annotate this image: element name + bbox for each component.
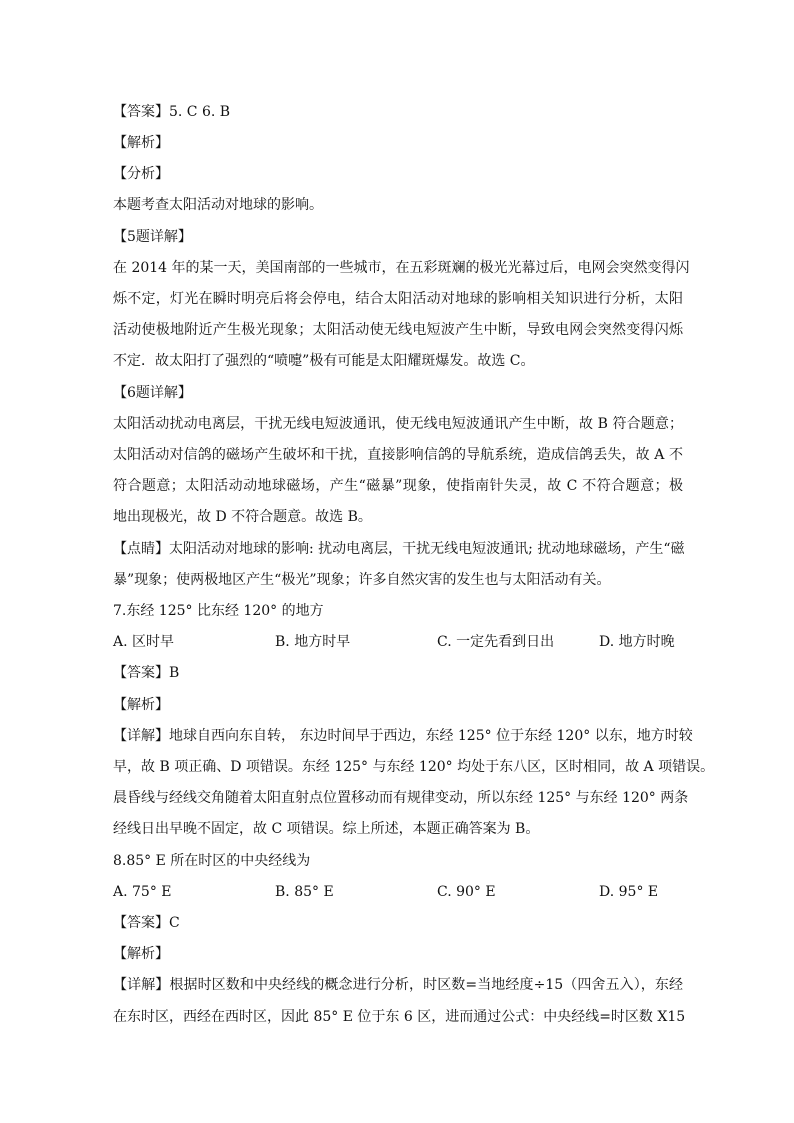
q7-option-d: D. 地方时晚: [599, 634, 675, 650]
q5-detail-line: 烁不定，灯光在瞬时明亮后将会停电，结合太阳活动对地球的影响相关知识进行分析，太阳: [113, 291, 683, 307]
fenxi-label: 【分析】: [113, 166, 169, 182]
answer-5-6: 【答案】5. C 6. B: [113, 104, 231, 120]
q7-option-b: B. 地方时早: [275, 634, 351, 650]
q5-detail-line: 不定．故太阳打了强烈的“喷嚏”极有可能是太阳耀斑爆发。故选 C。: [113, 353, 535, 369]
q7-detail-line: 经线日出早晚不固定，故 C 项错误。综上所述，本题正确答案为 B。: [113, 821, 540, 837]
q7-detail-line: 早，故 B 项正确、D 项错误。东经 125° 与东经 120° 均处于东八区，区时相同，故 A 项错误。: [113, 759, 715, 775]
dianjing-line: 暴”现象；使两极地区产生“极光”现象；许多自然灾害的发生也与太阳活动有关。: [113, 572, 611, 588]
q7-option-c: C. 一定先看到日出: [437, 634, 555, 650]
q6-detail-line: 符合题意；太阳活动动地球磁场，产生“磁暴”现象，使指南针失灵，故 C 不符合题意；极: [113, 478, 683, 494]
q7-answer: 【答案】B: [113, 665, 180, 681]
q5-detail-label: 【5题详解】: [113, 229, 192, 245]
q8-answer: 【答案】C: [113, 915, 180, 931]
q5-detail-line: 在 2014 年的某一天，美国南部的一些城市，在五彩斑斓的极光光幕过后，电网会突然变得闪: [113, 260, 690, 276]
q8-detail-line: 在东时区，西经在西时区，因此 85° E 位于东 6 区，进而通过公式：中央经线=时区数 X15: [113, 1009, 686, 1025]
q8-option-d: D. 95° E: [599, 884, 659, 900]
q6-detail-line: 太阳活动对信鸽的磁场产生破坏和干扰，直接影响信鸽的导航系统，造成信鸽丢失，故 A 不: [113, 447, 683, 463]
q7-detail-line: 晨昏线与经线交角随着太阳直射点位置移动而有规律变动，所以东经 125° 与东经 120° 两条: [113, 790, 689, 806]
fenxi-text: 本题考查太阳活动对地球的影响。: [113, 197, 323, 213]
q7-stem: 7.东经 125° 比东经 120° 的地方: [113, 603, 324, 619]
q5-detail-line: 活动使极地附近产生极光现象；太阳活动使无线电短波产生中断，导致电网会突然变得闪烁: [113, 322, 683, 338]
dianjing-line: 【点睛】太阳活动对地球的影响: 扰动电离层，干扰无线电短波通讯; 扰动地球磁场，产生“磁: [113, 541, 685, 557]
q7-option-a: A. 区时早: [113, 634, 175, 650]
q7-analysis-label: 【解析】: [113, 697, 169, 713]
q8-option-c: C. 90° E: [437, 884, 496, 900]
q7-detail-line: 【详解】地球自西向东自转， 东边时间早于西边，东经 125° 位于东经 120° 以东，地方时较: [113, 728, 693, 744]
q6-detail-line: 太阳活动扰动电离层，干扰无线电短波通讯，使无线电短波通讯产生中断，故 B 符合题意；: [113, 416, 683, 432]
q8-detail-line: 【详解】根据时区数和中央经线的概念进行分析，时区数=当地经度÷15（四舍五入），东经: [113, 977, 683, 993]
q8-analysis-label: 【解析】: [113, 946, 169, 962]
q8-option-a: A. 75° E: [113, 884, 172, 900]
q6-detail-line: 地出现极光，故 D 不符合题意。故选 B。: [113, 509, 372, 525]
q6-detail-label: 【6题详解】: [113, 385, 192, 401]
q8-option-b: B. 85° E: [275, 884, 334, 900]
analysis-label-5-6: 【解析】: [113, 135, 169, 151]
q8-stem: 8.85° E 所在时区的中央经线为: [113, 853, 311, 869]
